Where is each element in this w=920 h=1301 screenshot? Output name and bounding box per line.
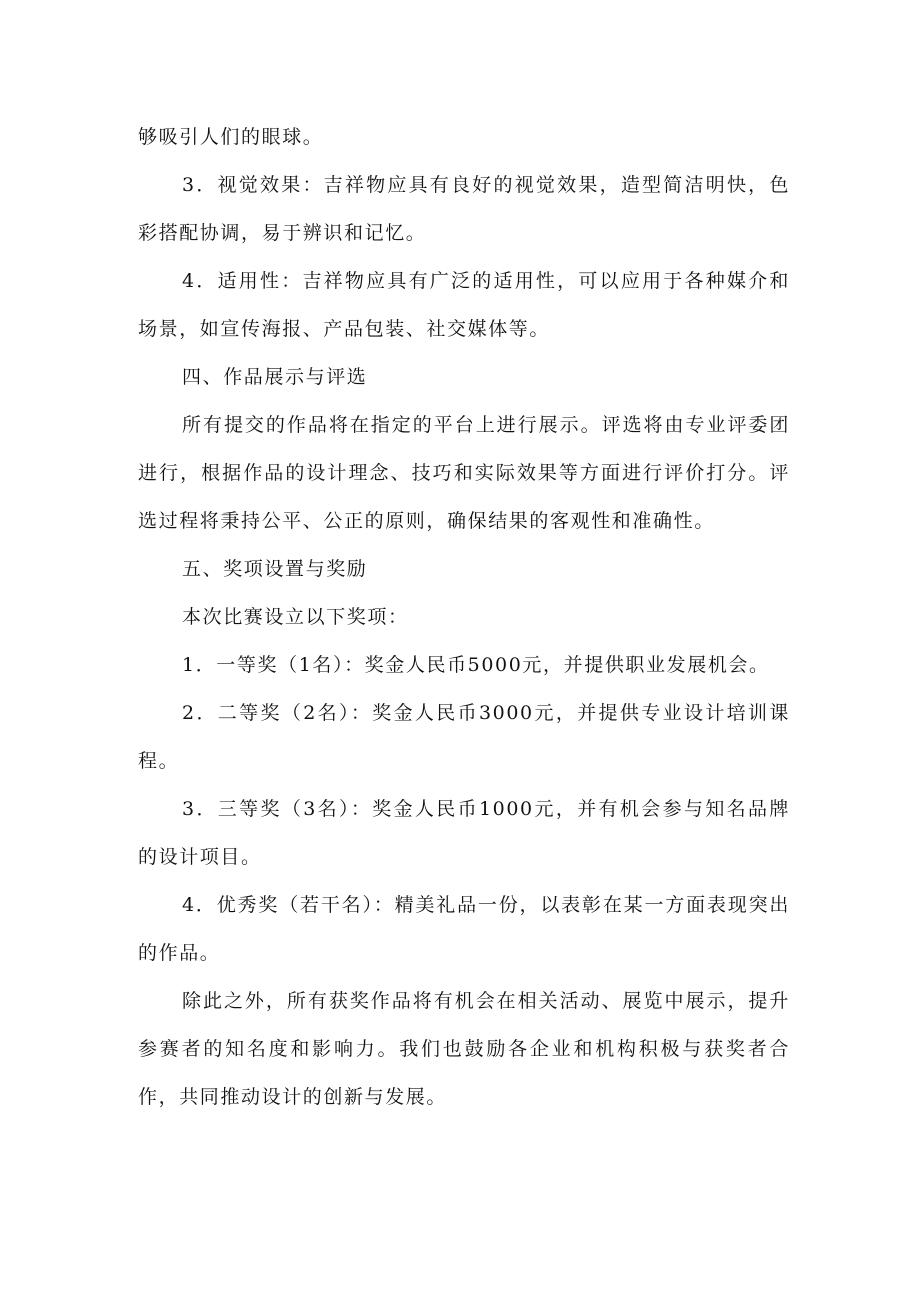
paragraph-closing: 除此之外，所有获奖作品将有机会在相关活动、展览中展示，提升参赛者的知名度和影响力。我们也鼓励各企业和机构积极与获奖者合作，共同推动设计的创新与发展。 <box>138 990 790 1108</box>
section-heading-display-and-selection: 四、作品展示与评选 <box>182 366 368 388</box>
paragraph-excellence-prize: 4．优秀奖（若干名）：精美礼品一份，以表彰在某一方面表现突出的作品。 <box>138 894 790 964</box>
paragraph-applicability: 4．适用性：吉祥物应具有广泛的适用性，可以应用于各种媒介和场景，如宣传海报、产品包装、社交媒体等。 <box>138 270 790 340</box>
paragraph-visual-effect: 3．视觉效果：吉祥物应具有良好的视觉效果，造型简洁明快，色彩搭配协调，易于辨识和记忆。 <box>138 174 790 244</box>
paragraph-first-prize: 1．一等奖（1名）：奖金人民币5000元，并提供职业发展机会。 <box>182 654 770 676</box>
paragraph-selection-process: 所有提交的作品将在指定的平台上进行展示。评选将由专业评委团进行，根据作品的设计理念、技巧和实际效果等方面进行评价打分。评选过程将秉持公平、公正的原则，确保结果的客观性和准确性。 <box>138 414 790 532</box>
paragraph-second-prize: 2．二等奖（2名）：奖金人民币3000元，并提供专业设计培训课程。 <box>138 702 790 772</box>
document-body <box>138 113 790 1121</box>
paragraph-continuation: 够吸引人们的眼球。 <box>138 126 324 148</box>
paragraph-awards-intro: 本次比赛设立以下奖项： <box>182 606 409 628</box>
paragraph-third-prize: 3．三等奖（3名）：奖金人民币1000元，并有机会参与知名品牌的设计项目。 <box>138 798 790 868</box>
section-heading-awards: 五、奖项设置与奖励 <box>182 558 368 580</box>
